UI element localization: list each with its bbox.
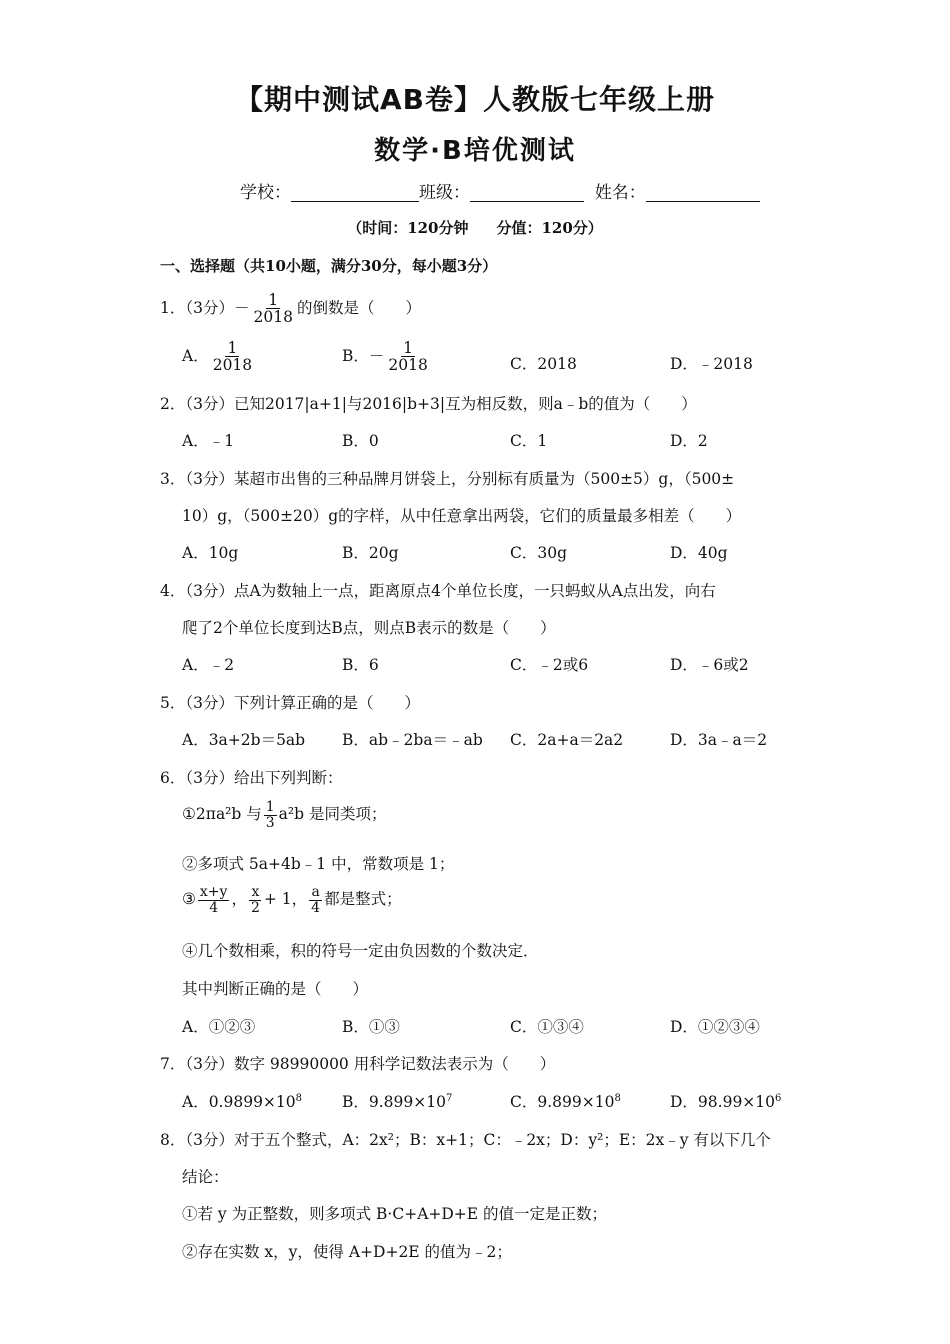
q6-s1-post: a²b 是同类项； (278, 805, 387, 824)
q7-b-text: B．9.899×10 (342, 1093, 446, 1111)
question-4-stem-line1: 4．（3分）点A为数轴上一点，距离原点4个单位长度，一只蚂蚁从A点出发，向右 (160, 582, 716, 600)
q2-option-b: B．0 (342, 432, 379, 450)
q6-s3-fraction-3 (309, 885, 322, 915)
q6-s1-den: 3 (265, 814, 275, 831)
q6-s3-f3-den: 4 (311, 899, 321, 916)
q5-option-c: C．2a+a＝2a2 (510, 731, 624, 749)
q2-option-c: C．1 (510, 432, 548, 450)
q1-b-den: 2018 (388, 356, 428, 375)
q1-b-num: 1 (403, 339, 414, 357)
name-label: 姓名： (594, 183, 646, 203)
question-4-stem-line2: 爬了2个单位长度到达B点，则点B表示的数是（ ） (182, 619, 556, 637)
q7-a-exp: 8 (295, 1092, 303, 1104)
q6-s3-f1-num: x+y (199, 884, 228, 900)
q7-option-c (510, 1090, 621, 1112)
q1-frac-num: 1 (268, 291, 279, 309)
q4-option-d: D．﹣6或2 (670, 656, 749, 674)
q1-option-a (182, 340, 256, 374)
q6-s1-num: 1 (265, 799, 275, 815)
q1-frac-den: 2018 (253, 308, 293, 327)
question-5-stem: 5．（3分）下列计算正确的是（ ） (160, 694, 420, 712)
q6-statement-2: ②多项式 5a+4b﹣1 中，常数项是 1； (182, 855, 455, 873)
q1-a-label: A． (182, 346, 209, 365)
q6-s1-fraction (264, 800, 277, 830)
q7-a-text: A．0.9899×10 (182, 1093, 296, 1111)
question-8-stem-line1: 8．（3分）对于五个整式，A：2x²；B：x+1；C：﹣2x；D：y²；E：2x﹣y 有以下几个 (160, 1131, 771, 1149)
exam-subtitle: 数学·B培优测试 (374, 136, 576, 166)
q7-option-d (670, 1090, 781, 1112)
q1-b-label: B．－ (342, 346, 385, 365)
q6-s3-fraction-2 (249, 885, 262, 915)
q6-statement-3 (182, 885, 402, 915)
time-score-info (0, 217, 950, 238)
class-label: 班级： (419, 183, 470, 203)
q1-suffix: 的倒数是（ ） (296, 298, 421, 317)
school-label: 学校： (240, 183, 291, 203)
q7-option-b (342, 1090, 452, 1112)
q1-option-c: C．2018 (510, 355, 577, 373)
score-info: 分值：120分） (496, 219, 603, 237)
name-blank (646, 183, 760, 202)
q7-option-a (182, 1090, 302, 1112)
q3-option-d: D．40g (670, 544, 728, 562)
q5-option-d: D．3a﹣a＝2 (670, 731, 768, 749)
q6-option-a: A．①②③ (182, 1018, 256, 1036)
q1-option-d: D．﹣2018 (670, 355, 753, 373)
q8-statement-1: ①若 y 为正整数，则多项式 B·C+A+D+E 的值一定是正数； (182, 1205, 608, 1223)
class-blank (470, 183, 584, 202)
q2-option-d: D．2 (670, 432, 708, 450)
school-blank (291, 183, 419, 202)
q6-s3-post: 都是整式； (324, 890, 402, 909)
q6-statement-1 (182, 800, 386, 830)
q1-fraction (251, 292, 294, 326)
q6-s3-pre: ③ (182, 890, 196, 909)
q6-s3-fraction-1 (198, 885, 230, 915)
q6-s3-sep: ， (231, 890, 247, 909)
section-heading: 一、选择题（共10小题，满分30分，每小题3分） (160, 257, 498, 275)
q4-option-c: C．﹣2或6 (510, 656, 589, 674)
q5-option-b: B．ab﹣2ba＝﹣ab (342, 731, 483, 749)
q6-s1-pre: ①2πa²b 与 (182, 805, 262, 824)
q1-prefix: 1．（3分）－ (160, 298, 250, 317)
question-8-stem-line2: 结论： (182, 1168, 229, 1186)
q1-b-fraction (386, 340, 429, 374)
q7-d-exp: 6 (775, 1092, 782, 1104)
exam-title: 【期中测试AB卷】人教版七年级上册 (234, 83, 715, 116)
q1-a-fraction (211, 340, 254, 374)
q7-b-exp: 7 (445, 1092, 453, 1104)
q6-ask: 其中判断正确的是（ ） (182, 980, 369, 998)
q6-statement-4: ④几个数相乘，积的符号一定由负因数的个数决定． (182, 942, 539, 960)
q6-s3-f1-den: 4 (209, 899, 219, 916)
q3-option-c: C．30g (510, 544, 568, 562)
q6-option-c: C．①③④ (510, 1018, 584, 1036)
question-2-stem: 2．（3分）已知2017|a+1|与2016|b+3|互为相反数，则a﹣b的值为（ ） (160, 395, 697, 413)
q7-d-text: D．98.99×10 (670, 1093, 776, 1111)
q7-c-exp: 8 (614, 1092, 621, 1104)
time-info: （时间：120分钟 (347, 219, 469, 237)
q3-option-a: A．10g (182, 544, 239, 562)
q7-c-text: C．9.899×10 (510, 1093, 615, 1111)
question-1-stem (160, 292, 421, 326)
student-info-row (240, 178, 760, 203)
q1-a-den: 2018 (212, 356, 253, 375)
question-7-stem: 7．（3分）数字 98990000 用科学记数法表示为（ ） (160, 1055, 556, 1073)
q3-option-b: B．20g (342, 544, 399, 562)
question-3-stem-line1: 3．（3分）某超市出售的三种品牌月饼袋上，分别标有质量为（500±5）g，（500± (160, 470, 735, 488)
question-6-stem: 6．（3分）给出下列判断： (160, 769, 343, 787)
q6-option-b: B．①③ (342, 1018, 400, 1036)
q4-option-a: A．﹣2 (182, 656, 235, 674)
q5-option-a: A．3a+2b＝5ab (182, 731, 306, 749)
q6-s3-f2-num: x (251, 884, 260, 900)
q4-option-b: B．6 (342, 656, 379, 674)
q6-s3-f3-num: a (311, 884, 320, 900)
question-3-stem-line2: 10）g，（500±20）g的字样，从中任意拿出两袋，它们的质量最多相差（ ） (182, 507, 742, 525)
q1-option-b (342, 340, 432, 374)
q1-a-num: 1 (227, 339, 238, 357)
q6-s3-f2-den: 2 (250, 899, 260, 916)
q2-option-a: A．﹣1 (182, 432, 235, 450)
q6-s3-mid: + 1， (263, 890, 308, 909)
q6-option-d: D．①②③④ (670, 1018, 760, 1036)
q8-statement-2: ②存在实数 x，y，使得 A+D+2E 的值为﹣2； (182, 1243, 512, 1261)
